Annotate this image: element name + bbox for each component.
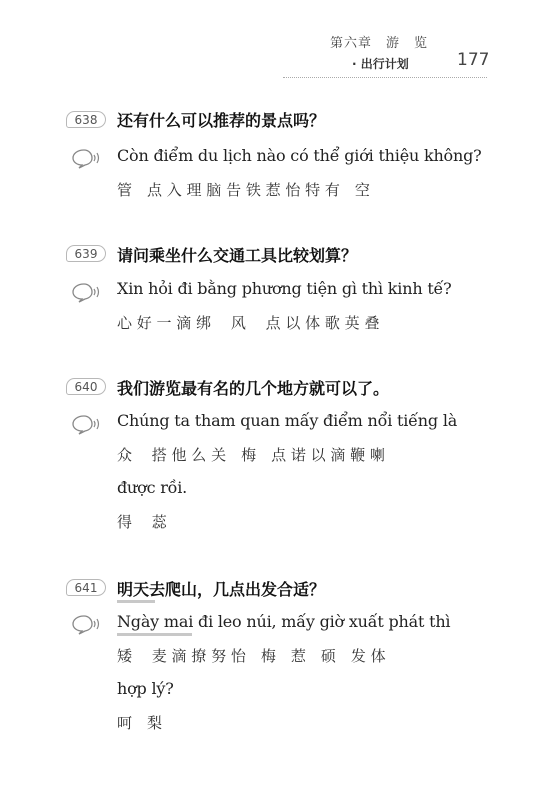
chapter-title: 第六章 游 览 xyxy=(330,36,429,51)
pronunciation-guide-line: 众 搭 他 么 关 梅 点 诺 以 滴 鞭 喇 xyxy=(117,446,385,464)
vietnamese-line: Còn điểm du lịch nào có thể giới thiệu không? xyxy=(117,146,482,165)
vietnamese-line: Chúng ta tham quan mấy điểm nổi tiếng là xyxy=(117,411,458,430)
entry-number-badge: 641 xyxy=(66,579,106,596)
entry-number-badge: 638 xyxy=(66,111,106,128)
page-header xyxy=(0,0,555,80)
vietnamese-line: Xin hỏi đi bằng phương tiện gì thì kinh tế? xyxy=(117,279,452,298)
entry-number-badge: 640 xyxy=(66,378,106,395)
vietnamese-line: hợp lý? xyxy=(117,679,174,698)
entry-number-badge: 639 xyxy=(66,245,106,262)
speaker-icon[interactable] xyxy=(70,147,102,169)
speaker-icon[interactable] xyxy=(70,413,102,435)
vietnamese-line: được rồi. xyxy=(117,478,188,497)
question-text: 明天去爬山，几点出发合适？ xyxy=(117,580,326,599)
speaker-icon[interactable] xyxy=(70,281,102,303)
vietnamese-line: Ngày mai đi leo núi, mấy giờ xuất phát thì xyxy=(117,612,451,631)
question-text: 我们游览最有名的几个地方就可以了。 xyxy=(117,379,390,398)
pronunciation-guide-line: 得 蕊 xyxy=(117,513,167,531)
question-text: 还有什么可以推荐的景点吗？ xyxy=(117,111,326,130)
pronunciation-guide-line: 心 好 一 滴 绑 风 点 以 体 歌 英 叠 xyxy=(117,314,380,332)
header-divider xyxy=(283,77,487,78)
section-subtitle: · 出行计划 xyxy=(352,57,409,71)
pronunciation-guide-line: 矮 麦 滴 撩 努 怡 梅 惹 硕 发 体 xyxy=(117,647,386,665)
pronunciation-guide-line: 呵 梨 xyxy=(117,714,163,732)
page-number: 177 xyxy=(457,50,490,70)
speaker-icon[interactable] xyxy=(70,613,102,635)
keyword-underline xyxy=(117,633,192,636)
question-text: 请问乘坐什么交通工具比较划算？ xyxy=(117,246,358,265)
pronunciation-guide-line: 管 点 入 理 脑 告 铁 惹 怡 特 有 空 xyxy=(117,181,370,199)
keyword-underline xyxy=(117,600,155,603)
